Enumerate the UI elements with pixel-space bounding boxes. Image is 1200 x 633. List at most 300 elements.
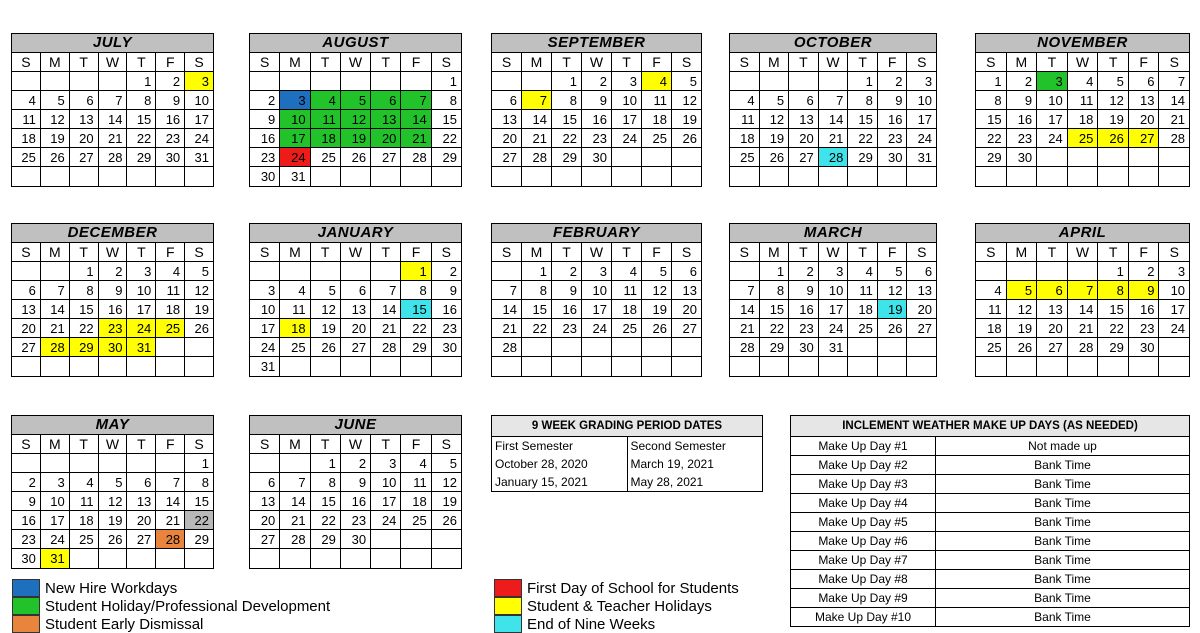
weekday-label: S — [12, 243, 41, 262]
empty-day-cell — [552, 357, 582, 376]
day-cell: 11 — [1068, 91, 1099, 110]
week-row — [12, 338, 213, 357]
empty-day-cell — [642, 338, 672, 357]
day-cell: 25 — [401, 511, 431, 530]
week-row — [976, 300, 1189, 319]
empty-day-cell — [156, 549, 185, 568]
weekday-label: M — [280, 243, 310, 262]
day-cell: 31 — [41, 549, 70, 568]
legend-swatch — [494, 597, 522, 615]
day-cell: 9 — [1007, 91, 1038, 110]
weekday-label: S — [672, 53, 701, 72]
week-row — [12, 110, 213, 129]
day-cell: 18 — [401, 492, 431, 511]
month-february — [491, 223, 702, 377]
weekday-label: S — [1159, 243, 1189, 262]
day-cell: 1 — [70, 262, 99, 281]
day-cell: 16 — [250, 129, 280, 148]
empty-day-cell — [1037, 357, 1068, 376]
empty-day-cell — [789, 72, 819, 91]
empty-day-cell — [70, 72, 99, 91]
empty-day-cell — [672, 357, 701, 376]
day-cell: 4 — [612, 262, 642, 281]
day-cell: 27 — [1037, 338, 1068, 357]
week-row — [730, 129, 936, 148]
day-cell: 21 — [371, 319, 401, 338]
empty-day-cell — [1007, 262, 1038, 281]
makeup-day-label: Make Up Day #8 — [791, 570, 936, 588]
empty-day-cell — [401, 72, 431, 91]
empty-day-cell — [280, 72, 310, 91]
day-cell: 18 — [976, 319, 1007, 338]
week-row — [12, 492, 213, 511]
month-title: JUNE — [250, 416, 461, 435]
day-cell: 26 — [1098, 129, 1129, 148]
weekday-label: T — [1098, 53, 1129, 72]
weekday-label: M — [280, 435, 310, 454]
day-cell: 6 — [1037, 281, 1068, 300]
day-cell: 13 — [907, 281, 936, 300]
week-row — [730, 281, 936, 300]
grading-cell: March 19, 2021 — [630, 457, 714, 471]
empty-day-cell — [730, 357, 760, 376]
day-cell: 17 — [250, 319, 280, 338]
day-cell: 8 — [760, 281, 790, 300]
empty-day-cell — [401, 549, 431, 568]
makeup-day-value: Bank Time — [1034, 515, 1091, 529]
day-cell: 23 — [156, 129, 185, 148]
weekday-label: S — [492, 243, 522, 262]
day-cell: 29 — [401, 338, 431, 357]
day-cell: 6 — [341, 281, 371, 300]
empty-day-cell — [280, 549, 310, 568]
day-cell: 29 — [70, 338, 99, 357]
day-cell: 27 — [907, 319, 936, 338]
week-row — [730, 300, 936, 319]
day-cell: 23 — [99, 319, 128, 338]
day-cell: 4 — [848, 262, 878, 281]
day-cell: 15 — [432, 110, 461, 129]
empty-day-cell — [492, 357, 522, 376]
day-cell: 9 — [878, 91, 908, 110]
weekday-label: W — [582, 53, 612, 72]
day-cell: 19 — [41, 129, 70, 148]
weekday-label: S — [907, 243, 936, 262]
day-cell: 16 — [99, 300, 128, 319]
day-cell: 23 — [12, 530, 41, 549]
empty-day-cell — [41, 167, 70, 186]
weekday-label: T — [371, 435, 401, 454]
weekday-label: F — [642, 243, 672, 262]
weekday-label: T — [311, 243, 341, 262]
weekday-label: F — [1129, 53, 1160, 72]
day-cell: 23 — [878, 129, 908, 148]
day-cell: 17 — [819, 300, 849, 319]
day-cell: 5 — [672, 72, 701, 91]
day-cell: 7 — [819, 91, 849, 110]
day-cell: 8 — [311, 473, 341, 492]
day-cell: 11 — [642, 91, 672, 110]
week-row — [976, 281, 1189, 300]
makeup-row — [791, 456, 1189, 475]
legend-label: New Hire Workdays — [45, 579, 178, 597]
week-row — [12, 357, 213, 376]
makeup-day-value: Bank Time — [1034, 591, 1091, 605]
empty-day-cell — [70, 167, 99, 186]
day-cell: 10 — [582, 281, 612, 300]
empty-day-cell — [1068, 167, 1099, 186]
weekday-header — [12, 435, 213, 454]
day-cell: 2 — [250, 91, 280, 110]
day-cell: 6 — [250, 473, 280, 492]
weekday-header — [250, 53, 461, 72]
empty-day-cell — [341, 167, 371, 186]
day-cell: 20 — [492, 129, 522, 148]
week-row — [250, 300, 461, 319]
day-cell: 25 — [642, 129, 672, 148]
day-cell: 24 — [41, 530, 70, 549]
weekday-header — [976, 53, 1189, 72]
day-cell: 14 — [99, 110, 128, 129]
weekday-label: F — [401, 53, 431, 72]
day-cell: 5 — [642, 262, 672, 281]
empty-day-cell — [371, 549, 401, 568]
day-cell: 27 — [789, 148, 819, 167]
empty-day-cell — [156, 338, 185, 357]
weekday-label: F — [401, 243, 431, 262]
empty-day-cell — [976, 357, 1007, 376]
legend-item — [494, 615, 655, 633]
makeup-row — [791, 589, 1189, 608]
day-cell: 3 — [582, 262, 612, 281]
weekday-label: S — [492, 53, 522, 72]
day-cell: 7 — [730, 281, 760, 300]
weekday-header — [12, 53, 213, 72]
weekday-label: S — [250, 53, 280, 72]
legend-label: End of Nine Weeks — [527, 615, 656, 633]
day-cell: 8 — [185, 473, 213, 492]
empty-day-cell — [492, 167, 522, 186]
weekday-label: T — [371, 53, 401, 72]
day-cell: 18 — [156, 300, 185, 319]
makeup-row — [791, 494, 1189, 513]
makeup-day-value: Bank Time — [1034, 534, 1091, 548]
week-row — [250, 148, 461, 167]
weekday-label: M — [760, 243, 790, 262]
empty-day-cell — [371, 530, 401, 549]
day-cell: 14 — [1068, 300, 1099, 319]
day-cell: 25 — [848, 319, 878, 338]
week-row — [12, 72, 213, 91]
week-row — [730, 262, 936, 281]
empty-day-cell — [582, 167, 612, 186]
month-title: MARCH — [730, 224, 936, 243]
grading-cell: January 15, 2021 — [492, 473, 628, 491]
week-row — [492, 300, 701, 319]
day-cell: 19 — [642, 300, 672, 319]
empty-day-cell — [642, 148, 672, 167]
day-cell: 5 — [41, 91, 70, 110]
day-cell: 30 — [156, 148, 185, 167]
day-cell: 30 — [878, 148, 908, 167]
day-cell: 28 — [492, 338, 522, 357]
day-cell: 16 — [789, 300, 819, 319]
day-cell: 17 — [371, 492, 401, 511]
weekday-label: T — [848, 53, 878, 72]
day-cell: 11 — [156, 281, 185, 300]
legend-label: Student Early Dismissal — [45, 615, 204, 633]
day-cell: 22 — [127, 129, 156, 148]
day-cell: 3 — [1037, 72, 1068, 91]
day-cell: 23 — [582, 129, 612, 148]
day-cell: 7 — [41, 281, 70, 300]
day-cell: 1 — [1098, 262, 1129, 281]
week-row — [12, 167, 213, 186]
empty-day-cell — [311, 167, 341, 186]
week-row — [730, 110, 936, 129]
grading-cell: October 28, 2020 — [492, 455, 628, 473]
day-cell: 31 — [250, 357, 280, 376]
day-cell: 24 — [582, 319, 612, 338]
empty-day-cell — [432, 549, 461, 568]
week-row — [492, 319, 701, 338]
weekday-label: W — [341, 53, 371, 72]
day-cell: 14 — [280, 492, 310, 511]
empty-day-cell — [522, 338, 552, 357]
empty-day-cell — [760, 357, 790, 376]
empty-day-cell — [1068, 357, 1099, 376]
weekday-label: T — [789, 53, 819, 72]
week-row — [12, 319, 213, 338]
weekday-label: T — [552, 243, 582, 262]
day-cell: 31 — [127, 338, 156, 357]
week-row — [250, 91, 461, 110]
empty-day-cell — [730, 262, 760, 281]
empty-day-cell — [672, 167, 701, 186]
weekday-label: T — [371, 243, 401, 262]
month-title: JANUARY — [250, 224, 461, 243]
week-row — [12, 262, 213, 281]
makeup-day-label: Make Up Day #6 — [791, 532, 936, 550]
makeup-day-label: Make Up Day #2 — [791, 456, 936, 474]
legend-swatch — [12, 615, 40, 633]
day-cell: 22 — [185, 511, 213, 530]
day-cell: 17 — [1159, 300, 1189, 319]
empty-day-cell — [70, 454, 99, 473]
legend-label: First Day of School for Students — [527, 579, 739, 597]
day-cell: 3 — [1159, 262, 1189, 281]
empty-day-cell — [12, 167, 41, 186]
makeup-row — [791, 475, 1189, 494]
empty-day-cell — [99, 357, 128, 376]
day-cell: 1 — [976, 72, 1007, 91]
day-cell: 30 — [432, 338, 461, 357]
day-cell: 21 — [522, 129, 552, 148]
weekday-label: F — [156, 435, 185, 454]
day-cell: 9 — [1129, 281, 1160, 300]
day-cell: 31 — [907, 148, 936, 167]
day-cell: 4 — [311, 91, 341, 110]
day-cell: 9 — [250, 110, 280, 129]
day-cell: 11 — [70, 492, 99, 511]
day-cell: 29 — [185, 530, 213, 549]
day-cell: 9 — [341, 473, 371, 492]
day-cell: 28 — [1068, 338, 1099, 357]
day-cell: 28 — [280, 530, 310, 549]
day-cell: 13 — [371, 110, 401, 129]
legend-label: Student Holiday/Professional Development — [45, 597, 331, 615]
weekday-label: T — [848, 243, 878, 262]
empty-day-cell — [371, 262, 401, 281]
day-cell: 20 — [789, 129, 819, 148]
day-cell: 6 — [127, 473, 156, 492]
day-cell: 18 — [642, 110, 672, 129]
empty-day-cell — [848, 357, 878, 376]
day-cell: 12 — [341, 110, 371, 129]
day-cell: 16 — [156, 110, 185, 129]
empty-day-cell — [41, 262, 70, 281]
day-cell: 24 — [185, 129, 213, 148]
grading-cell: First Semester — [492, 437, 628, 455]
empty-day-cell — [432, 530, 461, 549]
day-cell: 13 — [1129, 91, 1160, 110]
day-cell: 18 — [280, 319, 310, 338]
day-cell: 24 — [1037, 129, 1068, 148]
day-cell: 21 — [730, 319, 760, 338]
weekday-header — [250, 435, 461, 454]
week-row — [250, 511, 461, 530]
day-cell: 2 — [789, 262, 819, 281]
day-cell: 5 — [878, 262, 908, 281]
week-row — [730, 357, 936, 376]
weekday-label: S — [432, 435, 461, 454]
day-cell: 18 — [1068, 110, 1099, 129]
empty-day-cell — [185, 338, 213, 357]
empty-day-cell — [311, 72, 341, 91]
empty-day-cell — [848, 338, 878, 357]
weekday-label: T — [70, 435, 99, 454]
day-cell: 23 — [1007, 129, 1038, 148]
day-cell: 24 — [127, 319, 156, 338]
day-cell: 7 — [99, 91, 128, 110]
day-cell: 19 — [311, 319, 341, 338]
day-cell: 20 — [250, 511, 280, 530]
day-cell: 16 — [878, 110, 908, 129]
day-cell: 2 — [878, 72, 908, 91]
day-cell: 26 — [41, 148, 70, 167]
day-cell: 3 — [612, 72, 642, 91]
day-cell: 10 — [1037, 91, 1068, 110]
day-cell: 19 — [341, 129, 371, 148]
weekday-label: M — [522, 53, 552, 72]
weekday-label: M — [1007, 243, 1038, 262]
day-cell: 10 — [41, 492, 70, 511]
day-cell: 12 — [41, 110, 70, 129]
week-row — [976, 357, 1189, 376]
empty-day-cell — [1037, 148, 1068, 167]
week-row — [976, 319, 1189, 338]
day-cell: 16 — [341, 492, 371, 511]
makeup-row — [791, 513, 1189, 532]
grading-cell: Second Semester — [630, 439, 726, 453]
empty-day-cell — [280, 357, 310, 376]
week-row — [492, 72, 701, 91]
weekday-label: M — [522, 243, 552, 262]
day-cell: 9 — [789, 281, 819, 300]
day-cell: 17 — [127, 300, 156, 319]
empty-day-cell — [250, 262, 280, 281]
day-cell: 28 — [1159, 129, 1189, 148]
day-cell: 22 — [760, 319, 790, 338]
day-cell: 11 — [612, 281, 642, 300]
day-cell: 17 — [582, 300, 612, 319]
day-cell: 18 — [70, 511, 99, 530]
grading-row — [492, 455, 762, 473]
month-title: NOVEMBER — [976, 34, 1189, 53]
empty-day-cell — [185, 357, 213, 376]
empty-day-cell — [642, 167, 672, 186]
week-row — [250, 454, 461, 473]
day-cell: 20 — [371, 129, 401, 148]
month-title: DECEMBER — [12, 224, 213, 243]
weekday-label: M — [41, 243, 70, 262]
week-row — [12, 129, 213, 148]
day-cell: 11 — [401, 473, 431, 492]
weekday-header — [730, 243, 936, 262]
empty-day-cell — [127, 357, 156, 376]
day-cell: 16 — [432, 300, 461, 319]
day-cell: 30 — [789, 338, 819, 357]
empty-day-cell — [642, 357, 672, 376]
day-cell: 27 — [12, 338, 41, 357]
day-cell: 1 — [127, 72, 156, 91]
day-cell: 22 — [1098, 319, 1129, 338]
day-cell: 20 — [127, 511, 156, 530]
week-row — [492, 281, 701, 300]
grading-row — [492, 473, 762, 491]
day-cell: 25 — [311, 148, 341, 167]
makeup-day-value: Bank Time — [1034, 496, 1091, 510]
week-row — [492, 357, 701, 376]
day-cell: 30 — [12, 549, 41, 568]
day-cell: 15 — [976, 110, 1007, 129]
day-cell: 26 — [672, 129, 701, 148]
week-row — [12, 148, 213, 167]
day-cell: 26 — [1007, 338, 1038, 357]
day-cell: 5 — [311, 281, 341, 300]
week-row — [492, 129, 701, 148]
day-cell: 13 — [127, 492, 156, 511]
week-row — [250, 357, 461, 376]
day-cell: 14 — [522, 110, 552, 129]
day-cell: 2 — [1129, 262, 1160, 281]
month-december — [11, 223, 214, 377]
weekday-label: S — [250, 435, 280, 454]
week-row — [730, 72, 936, 91]
day-cell: 30 — [99, 338, 128, 357]
weekday-label: S — [185, 243, 213, 262]
empty-day-cell — [492, 72, 522, 91]
grading-period-title: 9 WEEK GRADING PERIOD DATES — [492, 416, 762, 437]
day-cell: 15 — [127, 110, 156, 129]
week-row — [492, 338, 701, 357]
day-cell: 19 — [878, 300, 908, 319]
day-cell: 1 — [552, 72, 582, 91]
day-cell: 12 — [311, 300, 341, 319]
legend-swatch — [494, 579, 522, 597]
day-cell: 29 — [976, 148, 1007, 167]
weekday-label: F — [878, 243, 908, 262]
